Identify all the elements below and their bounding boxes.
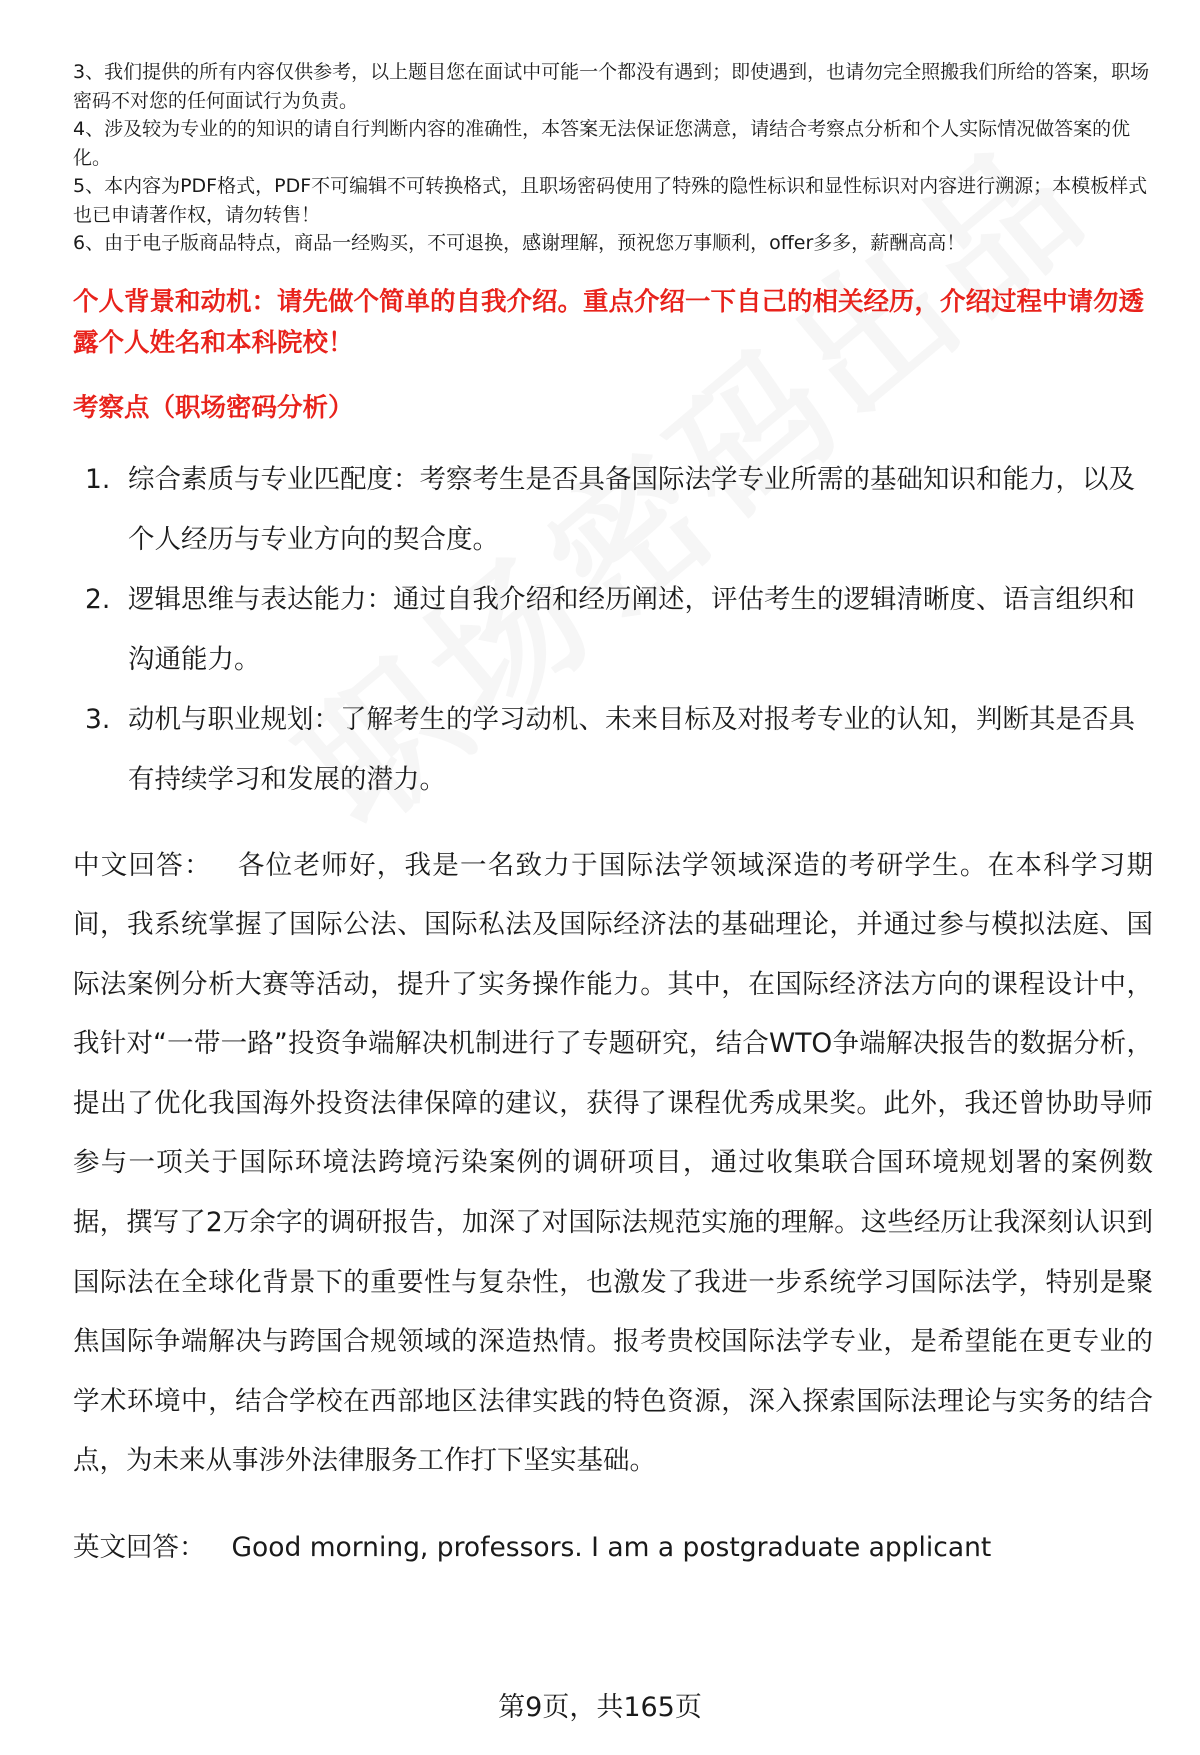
exam-point-item bbox=[73, 690, 1153, 810]
notice-item: 6、由于电子版商品特点，商品一经购买，不可退换，感谢理解，预祝您万事顺利，offer多多，薪酬高高！ bbox=[73, 232, 966, 254]
english-answer-label: 英文回答： bbox=[73, 1532, 206, 1564]
exam-point-text: 逻辑思维与表达能力：通过自我介绍和经历阐述，评估考生的逻辑清晰度、语言组织和沟通能力。 bbox=[128, 583, 1135, 675]
chinese-answer-text: 各位老师好，我是一名致力于国际法学领域深造的考研学生。在本科学习期间，我系统掌握了国际公法、国际私法及国际经济法的基础理论，并通过参与模拟法庭、国际法案例分析大赛等活动，提升了实务操作能力。其中，在国际经济法方向的课程设计中，我针对“一带一路”投资争端解决机制进行了专题研究，结合WTO争端解决报告的数据分析，提出了优化我国海外投资法律保障的建议，获得了课程优秀成果奖。此外，我还曾协助导师参与一项关于国际环境法跨境污染案例的调研项目，通过收集联合国环境规划署的案例数据，撰写了2万余字的调研报告，加深了对国际法规范实施的理解。这些经历让我深刻认识到国际法在全球化背景下的重要性与复杂性，也激发了我进一步系统学习国际法学，特别是聚焦国际争端解决与跨国合规领域的深造热情。报考贵校国际法学专业，是希望能在更专业的学术环境中，结合学校在西部地区法律实践的特色资源，深入探索国际法理论与实务的结合点，为未来从事涉外法律服务工作打下坚实基础。 bbox=[73, 849, 1154, 1477]
page-number: 第9页，共165页 bbox=[498, 1692, 702, 1723]
chinese-answer bbox=[73, 836, 1153, 1492]
exam-point-number: 1. bbox=[85, 463, 111, 495]
chinese-answer-label: 中文回答： bbox=[73, 849, 212, 881]
english-answer bbox=[73, 1525, 1153, 1570]
notice-list bbox=[73, 58, 1153, 258]
exam-point-number: 3. bbox=[85, 703, 111, 735]
notice-item: 5、本内容为PDF格式，PDF不可编辑不可转换格式，且职场密码使用了特殊的隐性标识和显性标识对内容进行溯源；本模板样式也已申请著作权，请勿转售！ bbox=[73, 175, 1148, 226]
exam-points-heading: 考察点（职场密码分析） bbox=[73, 392, 354, 423]
notice-item: 4、涉及较为专业的的知识的请自行判断内容的准确性，本答案无法保证您满意，请结合考察点分析和个人实际情况做答案的优化。 bbox=[73, 118, 1131, 169]
exam-points-list bbox=[73, 450, 1153, 810]
document-body bbox=[73, 58, 1153, 1570]
exam-point-item bbox=[73, 570, 1153, 690]
english-answer-text: Good morning, professors. I am a postgraduate applicant bbox=[231, 1532, 992, 1564]
exam-point-item bbox=[73, 450, 1153, 570]
exam-point-text: 综合素质与专业匹配度：考察考生是否具备国际法学专业所需的基础知识和能力，以及个人经历与专业方向的契合度。 bbox=[128, 463, 1135, 555]
question-heading: 个人背景和动机：请先做个简单的自我介绍。重点介绍一下自己的相关经历，介绍过程中请勿透露个人姓名和本科院校！ bbox=[73, 286, 1145, 358]
exam-point-text: 动机与职业规划：了解考生的学习动机、未来目标及对报考专业的认知，判断其是否具有持续学习和发展的潜力。 bbox=[128, 703, 1135, 795]
exam-point-number: 2. bbox=[85, 583, 111, 615]
notice-item: 3、我们提供的所有内容仅供参考，以上题目您在面试中可能一个都没有遇到；即使遇到，也请勿完全照搬我们所给的答案，职场密码不对您的任何面试行为负责。 bbox=[73, 61, 1150, 112]
